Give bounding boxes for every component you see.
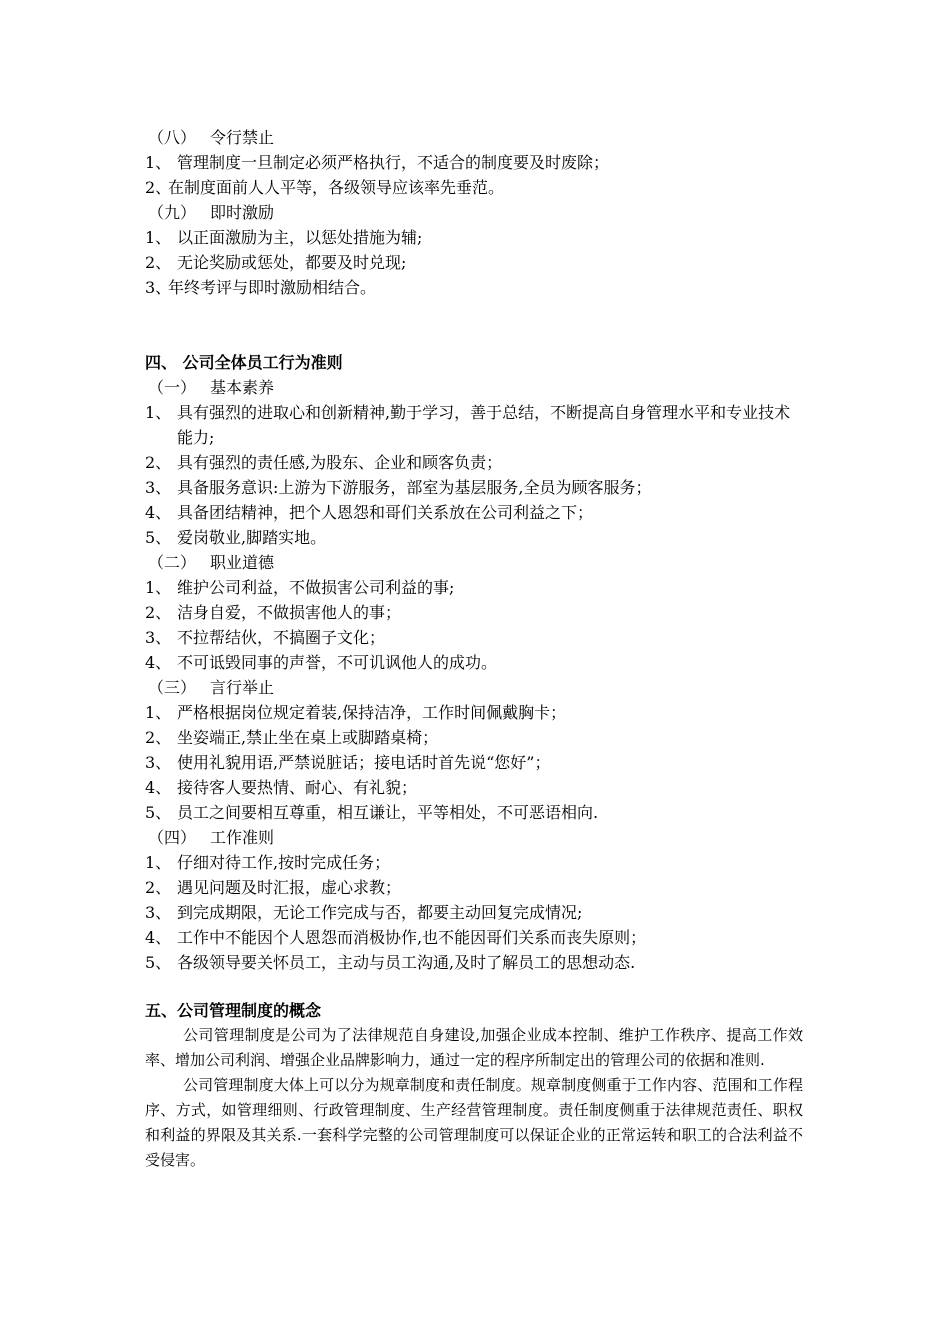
subsection-heading: [145, 200, 815, 225]
item-number: 2、: [145, 878, 172, 897]
item-number: 1、: [145, 853, 172, 872]
item-number: 2、: [145, 728, 172, 747]
section-heading: 四、 公司全体员工行为准则: [145, 353, 343, 372]
item-text: 遇见问题及时汇报，虚心求教；: [177, 878, 402, 897]
section-5: [145, 998, 815, 1173]
list-item: [145, 250, 815, 275]
list-item: [145, 725, 815, 750]
item-number: 4、: [145, 928, 172, 947]
item-text: 年终考评与即时激励相结合。: [168, 278, 377, 297]
item-number: 1、: [145, 403, 172, 422]
subsection-title: 工作准则: [210, 828, 275, 847]
item-text: 使用礼貌用语,严禁说脏话；接电话时首先说“您好”；: [177, 753, 551, 772]
subsection-heading: [145, 375, 815, 400]
subsection-heading: [145, 825, 815, 850]
section-heading: 五、公司管理制度的概念: [145, 1001, 322, 1020]
item-text: 各级领导要关怀员工，主动与员工沟通,及时了解员工的思想动态.: [177, 953, 636, 972]
list-item: [145, 800, 815, 825]
list-item: [145, 175, 815, 200]
list-item: [145, 475, 815, 500]
subsection-title: 言行举止: [210, 678, 275, 697]
subsection-title: 职业道德: [210, 553, 275, 572]
list-item: [145, 275, 815, 300]
item-text: 管理制度一旦制定必须严格执行，不适合的制度要及时废除；: [177, 153, 610, 172]
item-text: 接待客人要热情、耐心、有礼貌；: [177, 778, 418, 797]
list-item: [145, 875, 815, 900]
list-item: [145, 525, 815, 550]
subsection-heading: [145, 125, 815, 150]
item-number: 4、: [145, 653, 172, 672]
paragraph: 公司管理制度是公司为了法律规范自身建设,加强企业成本控制、维护工作秩序、提高工作效率、增加公司利润、增强企业品牌影响力，通过一定的程序所制定出的管理公司的依据和准则.: [145, 1026, 803, 1069]
list-item: [145, 225, 815, 250]
list-item: [145, 575, 815, 600]
item-number: 4、: [145, 778, 172, 797]
item-number: 5、: [145, 953, 172, 972]
list-item: [145, 400, 815, 450]
list-item: [145, 650, 815, 675]
item-number: 5、: [145, 803, 172, 822]
list-item: [145, 950, 815, 975]
item-number: 3、: [145, 903, 172, 922]
item-text: 员工之间要相互尊重，相互谦让，平等相处，不可恶语相向.: [177, 803, 599, 822]
section-3-tail: [145, 125, 815, 300]
item-text: 不拉帮结伙，不搞圈子文化；: [177, 628, 386, 647]
item-text: 工作中不能因个人恩怨而消极协作,也不能因哥们关系而丧失原则；: [177, 928, 647, 947]
subsection-title: 令行禁止: [210, 128, 275, 147]
section-4: [145, 350, 815, 975]
item-text: 具有强烈的进取心和创新精神,勤于学习，善于总结，不断提高自身管理水平和专业技术能力;: [177, 403, 791, 447]
list-item: [145, 750, 815, 775]
item-number: 1、: [145, 228, 172, 247]
subsection-number: （八）: [148, 128, 197, 147]
item-number: 3、: [145, 478, 172, 497]
item-number: 2、: [145, 253, 172, 272]
item-text: 具备团结精神，把个人恩怨和哥们关系放在公司利益之下；: [177, 503, 594, 522]
list-item: [145, 625, 815, 650]
subsection-title: 基本素养: [210, 378, 275, 397]
list-item: [145, 500, 815, 525]
item-text: 仔细对待工作,按时完成任务；: [177, 853, 391, 872]
item-number: 3、: [145, 628, 172, 647]
item-text: 在制度面前人人平等，各级领导应该率先垂范。: [168, 178, 505, 197]
subsection-number: （四）: [148, 828, 197, 847]
subsection-heading: [145, 550, 815, 575]
item-text: 到完成期限，无论工作完成与否，都要主动回复完成情况;: [177, 903, 583, 922]
subsection-title: 即时激励: [210, 203, 275, 222]
list-item: [145, 600, 815, 625]
item-text: 无论奖励或惩处，都要及时兑现;: [177, 253, 407, 272]
item-text: 严格根据岗位规定着装,保持洁净，工作时间佩戴胸卡；: [177, 703, 567, 722]
list-item: [145, 900, 815, 925]
item-number: 2、: [145, 453, 172, 472]
subsection-number: （一）: [148, 378, 197, 397]
item-text: 洁身自爱，不做损害他人的事；: [177, 603, 402, 622]
item-text: 不可诋毁同事的声誉，不可讥讽他人的成功。: [177, 653, 498, 672]
item-number: 5、: [145, 528, 172, 547]
paragraph: 公司管理制度大体上可以分为规章制度和责任制度。规章制度侧重于工作内容、范围和工作程序、方式，如管理细则、行政管理制度、生产经营管理制度。责任制度侧重于法律规范责任、职权和利益的界限及其关系.一套科学完整的公司管理制度可以保证企业的正常运转和职工的合法利益不受侵害。: [145, 1076, 803, 1169]
subsection-number: （二）: [148, 553, 197, 572]
item-text: 具有强烈的责任感,为股东、企业和顾客负责；: [177, 453, 503, 472]
item-text: 坐姿端正,禁止坐在桌上或脚踏桌椅；: [177, 728, 439, 747]
item-number: 2、: [145, 603, 172, 622]
subsection-number: （九）: [148, 203, 197, 222]
list-item: [145, 700, 815, 725]
item-number: 2、: [145, 178, 172, 197]
list-item: [145, 925, 815, 950]
item-number: 3、: [145, 278, 172, 297]
item-text: 具备服务意识:上游为下游服务，部室为基层服务,全员为顾客服务；: [177, 478, 652, 497]
item-number: 1、: [145, 578, 172, 597]
item-number: 4、: [145, 503, 172, 522]
subsection-heading: [145, 675, 815, 700]
list-item: [145, 850, 815, 875]
list-item: [145, 775, 815, 800]
item-text: 爱岗敬业,脚踏实地。: [177, 528, 327, 547]
subsection-number: （三）: [148, 678, 197, 697]
list-item: [145, 450, 815, 475]
item-text: 以正面激励为主，以惩处措施为辅;: [177, 228, 423, 247]
item-number: 1、: [145, 153, 172, 172]
item-number: 3、: [145, 753, 172, 772]
item-number: 1、: [145, 703, 172, 722]
list-item: [145, 150, 815, 175]
item-text: 维护公司利益，不做损害公司利益的事;: [177, 578, 455, 597]
